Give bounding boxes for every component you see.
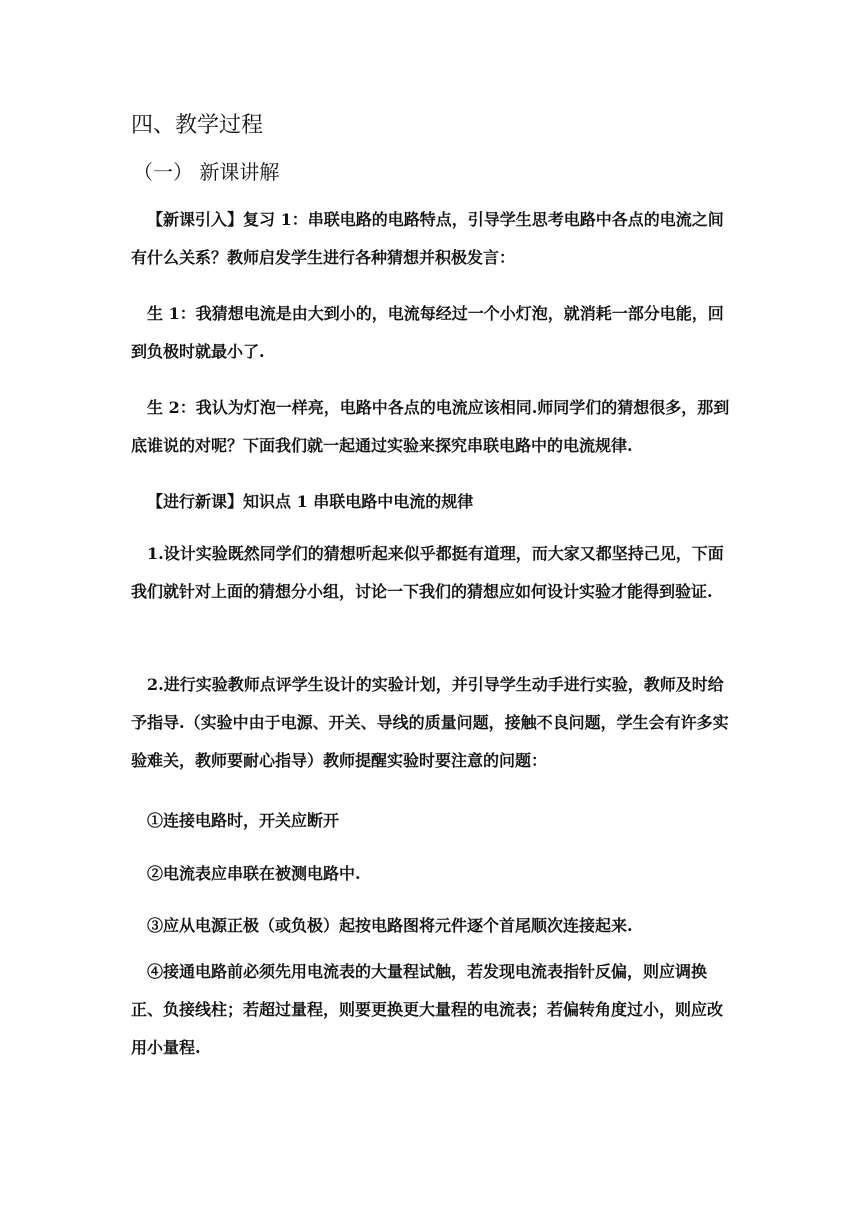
paragraph-note-4: ④接通电路前必须先用电流表的大量程试触，若发现电流表指针反偏，则应调换正、负接线柱；若超过量程，则要更换更大量程的电流表；若偏转角度过小，则应改用小量程. [131, 962, 724, 1057]
paragraph-new-lesson: 【进行新课】知识点 1 串联电路中电流的规律 [147, 492, 474, 511]
paragraph-note-1: ①连接电路时，开关应断开 [147, 811, 340, 830]
paragraph-conduct-experiment: 2.进行实验教师点评学生设计的实验计划，并引导学生动手进行实验，教师及时给予指导.（实验中由于电源、开关、导线的质量问题，接触不良问题，学生会有许多实验难关，教师要耐心指导）教师提醒实验时要注意的问题： [131, 675, 729, 770]
paragraph-student-2: 生 2：我认为灯泡一样亮，电路中各点的电流应该相同.师同学们的猜想很多，那到底谁说的对呢？下面我们就一起通过实验来探究串联电路中的电流规律. [131, 398, 730, 455]
paragraph-student-1: 生 1：我猜想电流是由大到小的，电流每经过一个小灯泡，就消耗一部分电能，回到负极时就最小了. [131, 304, 724, 361]
paragraph-note-2: ②电流表应串联在被测电路中. [147, 864, 361, 883]
paragraph-intro-review: 【新课引入】复习 1：串联电路的电路特点，引导学生思考电路中各点的电流之间有什么关系？教师启发学生进行各种猜想并积极发言： [131, 210, 724, 267]
paragraph-design-experiment: 1.设计实验既然同学们的猜想听起来似乎都挺有道理，而大家又都坚持己见，下面我们就针对上面的猜想分小组，讨论一下我们的猜想应如何设计实验才能得到验证. [131, 544, 724, 601]
subsection-title: （一） 新课讲解 [133, 160, 280, 184]
paragraph-note-3: ③应从电源正极（或负极）起按电路图将元件逐个首尾顺次连接起来. [147, 916, 633, 935]
section-title: 四、教学过程 [131, 113, 264, 138]
